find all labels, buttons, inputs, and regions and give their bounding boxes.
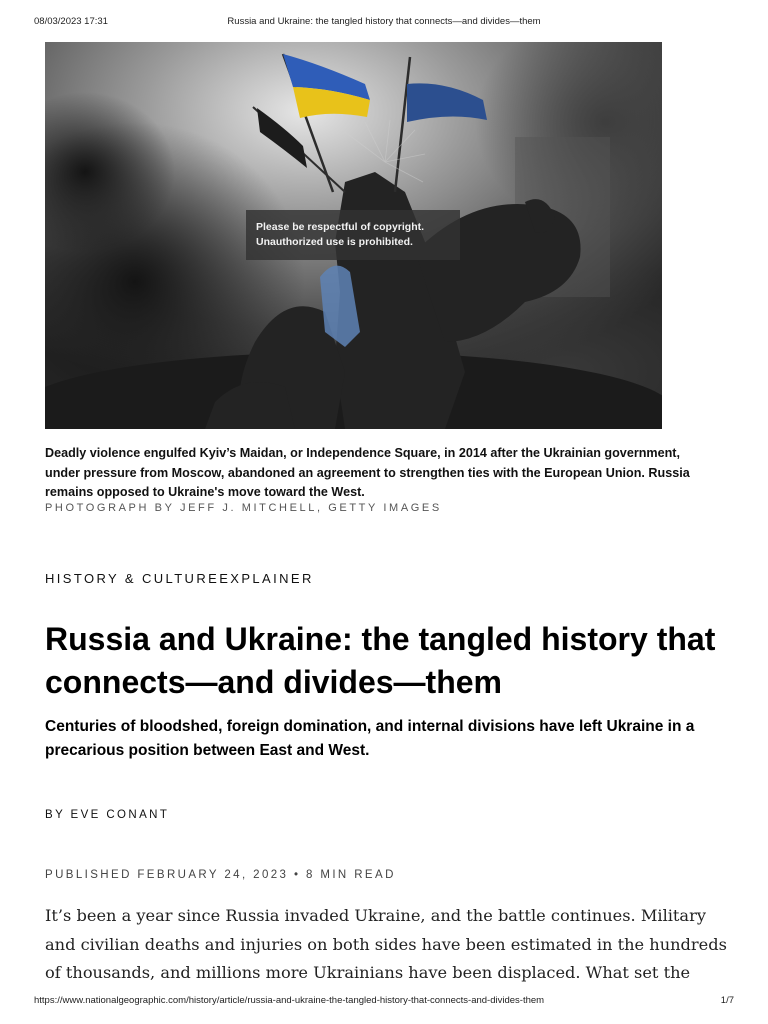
hero-photo [45,42,662,429]
print-header [34,16,734,30]
article-kicker[interactable]: HISTORY & CULTUREEXPLAINER [45,571,314,586]
article-dek: Centuries of bloodshed, foreign domination, and internal divisions have left Ukraine in a precarious position between East and West. [45,718,695,759]
article-byline[interactable]: BY EVE CONANT [45,809,170,821]
publish-info: PUBLISHED FEBRUARY 24, 2023 • 8 MIN READ [45,869,396,881]
print-page-number: 1/7 [720,995,734,1006]
print-url: https://www.nationalgeographic.com/history/article/russia-and-ukraine-the-tangled-history-that-connects-and-divides-them [34,995,545,1006]
photo-caption: Deadly violence engulfed Kyiv’s Maidan, or Independence Square, in 2014 after the Ukrainian government, under pressure from Moscow, abandoned an agreement to strengthen ties with the European Union. Russia remains opposed to Ukraine's move toward the West. [45,446,690,499]
copyright-line-2: Unauthorized use is prohibited. [256,236,413,248]
article-body: It’s been a year since Russia invaded Ukraine, and the battle continues. Military and civilian deaths and injuries on both sides have been estimated in the hundreds of thousands, and millions more Ukrainians have been displaced. What set the [45,906,727,982]
print-footer [34,995,734,1009]
copyright-notice [246,210,460,260]
print-page-title: Russia and Ukraine: the tangled history that connects—and divides—them [227,16,541,27]
article-headline: Russia and Ukraine: the tangled history that connects—and divides—them [45,621,716,700]
print-date: 08/03/2023 17:31 [34,16,108,27]
photo-credit: PHOTOGRAPH BY JEFF J. MITCHELL, GETTY IMAGES [45,502,442,514]
copyright-line-1: Please be respectful of copyright. [256,221,425,233]
